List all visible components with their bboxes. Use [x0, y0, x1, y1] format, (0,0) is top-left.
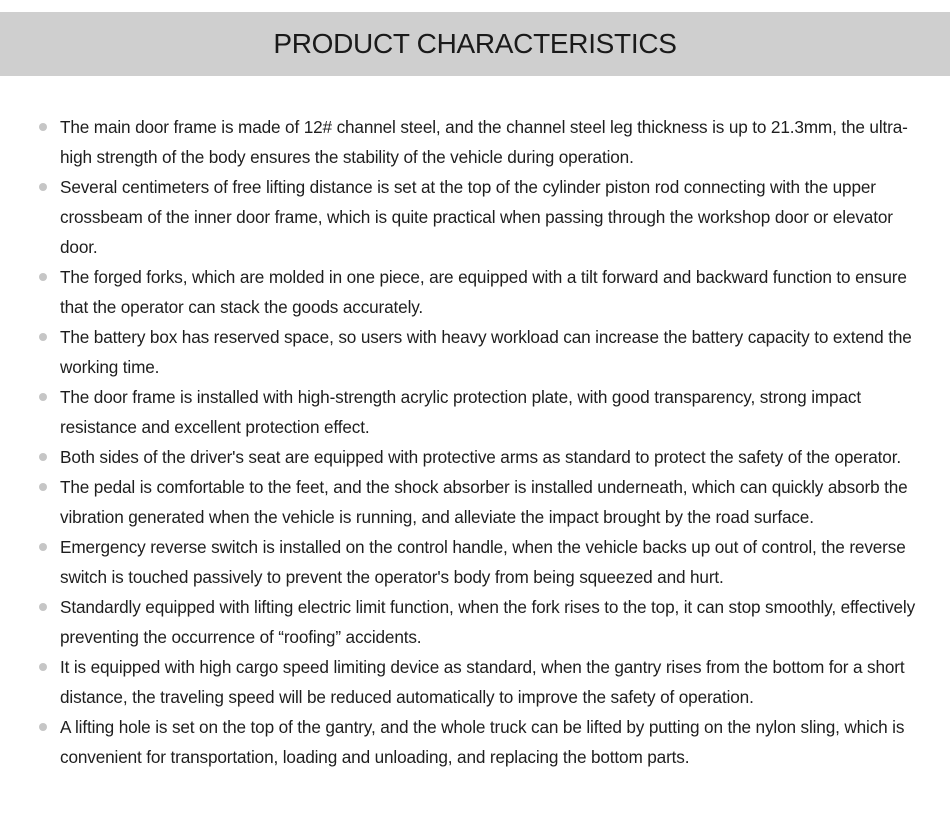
feature-text: It is equipped with high cargo speed limiting device as standard, when the gantry rises from the bottom for a short distance, the traveling speed will be reduced automatically to improve the safety of operation.: [60, 657, 905, 707]
feature-list: [0, 112, 950, 772]
bullet-icon: [39, 393, 47, 401]
list-item: [0, 712, 950, 772]
list-item: [0, 382, 950, 442]
feature-text: Several centimeters of free lifting distance is set at the top of the cylinder piston rod connecting with the upper crossbeam of the inner door frame, which is quite practical when passing through the workshop door or elevator door.: [60, 177, 893, 257]
feature-text: The battery box has reserved space, so users with heavy workload can increase the battery capacity to extend the working time.: [60, 327, 912, 377]
bullet-icon: [39, 483, 47, 491]
feature-text: Both sides of the driver's seat are equipped with protective arms as standard to protect the safety of the operator.: [60, 447, 901, 467]
feature-text: The door frame is installed with high-strength acrylic protection plate, with good transparency, strong impact resistance and excellent protection effect.: [60, 387, 861, 437]
list-item: [0, 442, 950, 472]
list-item: [0, 532, 950, 592]
list-item: [0, 472, 950, 532]
feature-text: The forged forks, which are molded in one piece, are equipped with a tilt forward and backward function to ensure that the operator can stack the goods accurately.: [60, 267, 907, 317]
list-item: [0, 592, 950, 652]
bullet-icon: [39, 123, 47, 131]
feature-text: The pedal is comfortable to the feet, and the shock absorber is installed underneath, which can quickly absorb the vibration generated when the vehicle is running, and alleviate the impact brought by the road surface.: [60, 477, 908, 527]
header-band: [0, 12, 950, 76]
list-item: [0, 262, 950, 322]
feature-text: The main door frame is made of 12# channel steel, and the channel steel leg thickness is up to 21.3mm, the ultra-high strength of the body ensures the stability of the vehicle during operation.: [60, 117, 908, 167]
list-item: [0, 322, 950, 382]
bullet-icon: [39, 603, 47, 611]
list-item: [0, 112, 950, 172]
feature-text: Standardly equipped with lifting electric limit function, when the fork rises to the top, it can stop smoothly, effectively preventing the occurrence of “roofing” accidents.: [60, 597, 916, 647]
list-item: [0, 652, 950, 712]
bullet-icon: [39, 273, 47, 281]
page-title: PRODUCT CHARACTERISTICS: [273, 28, 677, 59]
bullet-icon: [39, 543, 47, 551]
bullet-icon: [39, 723, 47, 731]
feature-text: Emergency reverse switch is installed on the control handle, when the vehicle backs up out of control, the reverse switch is touched passively to prevent the operator's body from being squeezed and hurt.: [60, 537, 906, 587]
bullet-icon: [39, 663, 47, 671]
feature-text: A lifting hole is set on the top of the gantry, and the whole truck can be lifted by putting on the nylon sling, which is convenient for transportation, loading and unloading, and replacing the bottom parts.: [60, 717, 905, 767]
bullet-icon: [39, 183, 47, 191]
bullet-icon: [39, 453, 47, 461]
list-item: [0, 172, 950, 262]
bullet-icon: [39, 333, 47, 341]
